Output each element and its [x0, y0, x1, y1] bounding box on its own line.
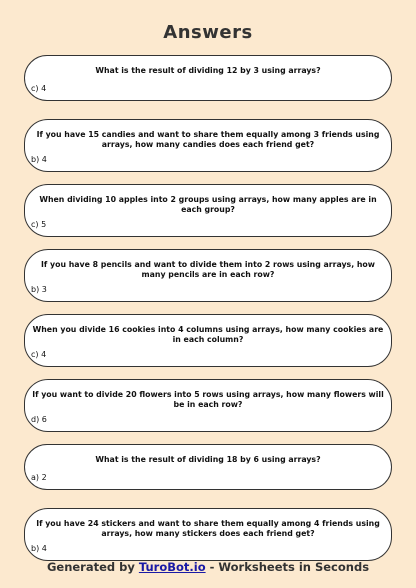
answer-card-6 [24, 379, 392, 432]
footer-prefix: Generated by [46, 560, 139, 574]
answer-text: c) 4 [31, 350, 47, 359]
question-text: If you want to divide 20 flowers into 5 rows using arrays, how many flowers will be in each row? [32, 390, 384, 409]
question-text: If you have 24 stickers and want to share them equally among 4 friends using arrays, how many stickers does each friend get? [36, 519, 380, 538]
answer-card-4 [24, 249, 392, 302]
answer-text: b) 4 [31, 155, 47, 164]
footer [0, 560, 416, 574]
brand-link[interactable]: TuroBot.io [138, 560, 206, 574]
question-text: What is the result of dividing 12 by 3 using arrays? [95, 66, 321, 75]
answer-card-5 [24, 314, 392, 367]
question-text: When you divide 16 cookies into 4 columns using arrays, how many cookies are in each column? [32, 325, 384, 344]
question-text: What is the result of dividing 18 by 6 using arrays? [95, 455, 321, 464]
answer-card-2 [24, 119, 392, 172]
answer-text: b) 4 [31, 544, 47, 553]
answer-text: c) 4 [31, 84, 47, 93]
question-text: If you have 15 candies and want to share them equally among 3 friends using arrays, how many candies does each friend get? [36, 130, 380, 149]
footer-suffix: - Worksheets in Seconds [205, 560, 370, 574]
answer-card-7 [24, 444, 392, 490]
answer-card-1 [24, 55, 392, 101]
answer-text: d) 6 [31, 415, 47, 424]
page-title: Answers [163, 22, 253, 43]
answer-text: a) 2 [31, 473, 47, 482]
answer-list [24, 55, 392, 573]
answer-text: c) 5 [31, 220, 47, 229]
question-text: When dividing 10 apples into 2 groups using arrays, how many apples are in each group? [39, 195, 377, 214]
answer-card-8 [24, 508, 392, 561]
answer-card-3 [24, 184, 392, 237]
question-text: If you have 8 pencils and want to divide them into 2 rows using arrays, how many pencils are in each row? [41, 260, 375, 279]
answer-text: b) 3 [31, 285, 47, 294]
